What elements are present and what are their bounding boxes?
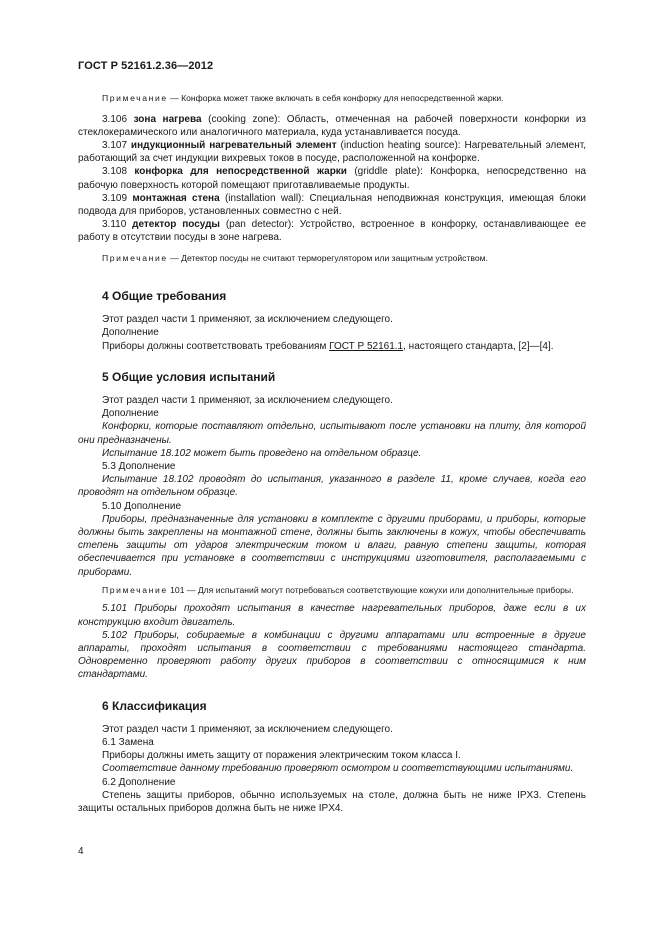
note-label: Примечание [102,584,168,595]
note-cooking-plate [78,93,586,105]
definition-3-110 [78,218,586,244]
section-4-requirement [78,340,586,353]
def-number: 3.109 [102,192,133,204]
note-text: — Детектор посуды не считают терморегулятором или защитным устройством. [167,252,488,263]
def-term: индукционный нагревательный элемент [130,139,337,151]
clause-6-1-text: Приборы должны иметь защиту от поражения электрическим током класса I. [102,750,461,762]
clause-6-1-heading: 6.1 Замена [102,737,154,749]
section-5-burners: Конфорки, которые поставляют отдельно, испытывают после установки на плиту, для которой они предназначены. [78,421,586,446]
requirement-text-end: , настоящего стандарта, [2]—[4]. [403,340,554,352]
clause-5-3-text: Испытание 18.102 проводят до испытания, указанного в разделе 11, кроме случаев, когда его проводят на отдельном образце. [78,474,586,499]
requirement-text: Приборы должны соответствовать требованиям [102,340,330,352]
section-4-text: Этот раздел части 1 применяют, за исключением следующего. [102,314,393,326]
section-5-addition: Дополнение [102,408,159,420]
clause-5-10-heading: 5.10 Дополнение [102,500,182,512]
section-5-heading: 5 Общие условия испытаний [102,369,276,384]
def-text: (cooking zone): Область, отмеченная на рабочей поверхности конфорки из стеклокерамического или аналогичного материала, куда устанавливается посуда. [78,113,587,138]
def-number: 3.108 [102,166,135,178]
note-text: 101 — Для испытаний могут потребоваться соответствующие кожухи или дополнительные приборы. [167,584,574,595]
def-term: монтажная стена [132,192,220,204]
definition-3-108 [78,165,586,191]
section-6-text: Этот раздел части 1 применяют, за исключением следующего. [102,723,393,735]
def-term: зона нагрева [133,113,202,125]
section-4-addition: Дополнение [102,327,159,339]
note-label: Примечание [102,252,168,263]
def-term: детектор посуды [132,219,220,231]
note-101 [78,585,586,597]
page-number: 4 [78,846,84,857]
gost-reference-link[interactable]: ГОСТ Р 52161.1 [329,340,404,352]
clause-5-10-text: Приборы, предназначенные для установки в комплекте с другими приборами, и приборы, которые должны быть закреплены на монтажной стене, должны быть заключены в кожух, чтобы обеспечивать степень защиты от ударов электрическим током и влаги, равную степени защиты, которая обеспечивается при установке в соответствии с инструкциями изготовителя, располагаемыми с приборами. [78,513,586,578]
def-term: конфорка для непосредственной жарки [134,166,347,178]
clause-5-102: 5.102 Приборы, собираемые в комбинации с другими аппаратами или встроенные в другие аппараты, проходят испытания в соответствии с требованиями настоящего стандарта. Одновременно проверяют работу других приборов в соответствии с относящимися к ним стандартами. [78,629,586,681]
clause-6-2-heading: 6.2 Дополнение [102,776,176,788]
definition-3-107 [78,139,586,165]
clause-6-1-check: Соответствие данному требованию проверяют осмотром и соответствующими испытаниями. [102,763,574,775]
def-number: 3.107 [102,139,131,151]
note-label: Примечание [102,93,168,103]
def-text: (installation wall): Специальная неподвижная конструкция, имеющая блоки подвода для приборов, установленных совместно с ней. [78,192,586,217]
def-text: (pan detector): Устройство, встроенное в конфорку, останавливающее ее работу в отсутствии посуды в зоне нагрева. [78,219,587,244]
def-text: (induction heating source): Нагревательный элемент, работающий за счет индукции вихревых токов в посуде, расположенной на конфорке. [78,139,586,165]
section-5-test-separate: Испытание 18.102 может быть проведено на отдельном образце. [102,447,422,459]
clause-5-3-heading: 5.3 Дополнение [102,461,176,473]
note-text: — Конфорка может также включать в себя конфорку для непосредственной жарки. [167,93,504,103]
section-4-heading: 4 Общие требования [102,289,227,304]
section-5-text: Этот раздел части 1 применяют, за исключением следующего. [102,395,393,407]
def-text: (griddle plate): Конфорка, непосредственно на рабочую поверхность которой помещают приготавливаемые продукты. [78,166,587,191]
note-pan-detector [78,253,586,265]
clause-5-101: 5.101 Приборы проходят испытания в качестве нагревательных приборов, даже если в их конструкцию входит двигатель. [78,603,586,628]
document-header: ГОСТ Р 52161.2.36—2012 [78,60,214,72]
definition-3-106 [78,113,586,139]
definition-3-109 [78,192,586,218]
page-content [78,93,586,815]
clause-6-2-text: Степень защиты приборов, обычно используемых на столе, должна быть не ниже IPX3. Степень защиты остальных приборов должна быть не ниже IPX4. [78,789,586,815]
section-6-heading: 6 Классификация [102,698,207,713]
def-number: 3.106 [102,113,134,125]
def-number: 3.110 [102,219,133,231]
